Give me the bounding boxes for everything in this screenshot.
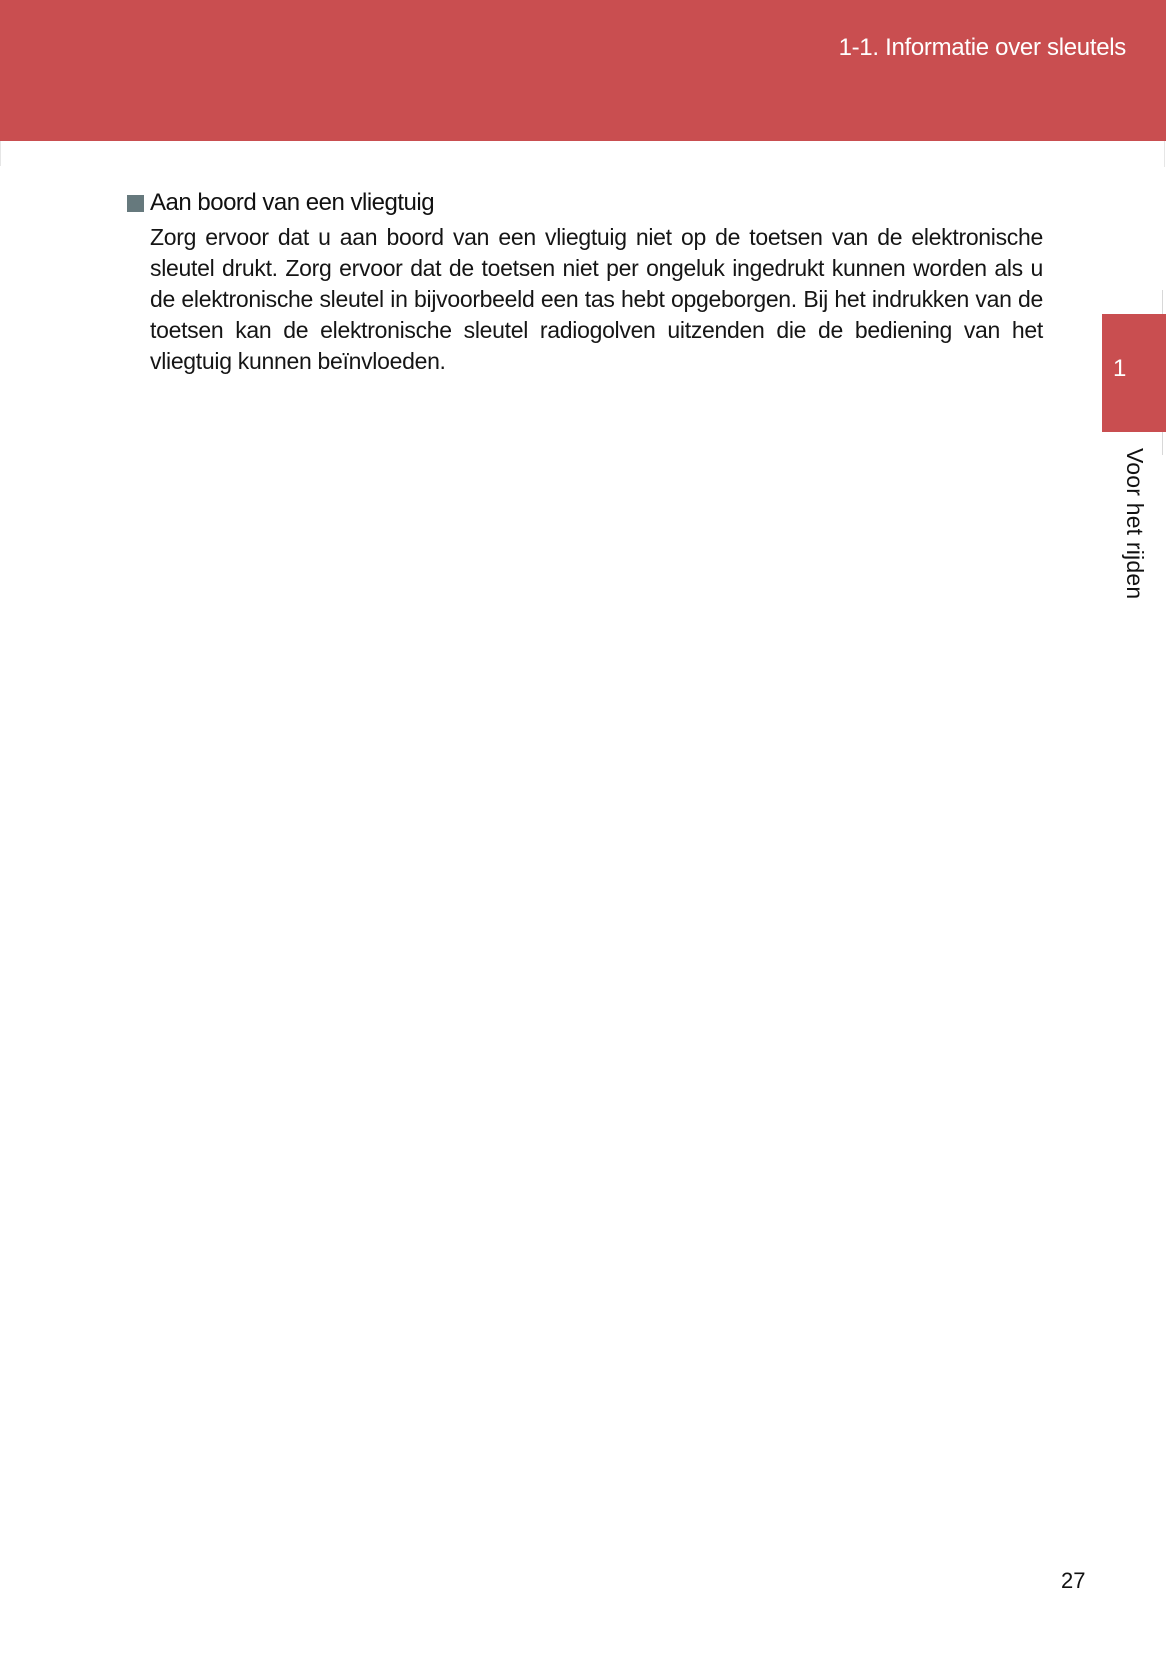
chapter-tab	[1102, 314, 1166, 432]
chapter-number: 1	[1113, 355, 1127, 382]
body-paragraph: Zorg ervoor dat u aan boord van een vliegtuig niet op de toetsen van de elektronische sleutel drukt. Zorg ervoor dat de toetsen niet per ongeluk ingedrukt kunnen worden als u de elektronische sleutel in bijvoorbeeld een tas hebt opgeborgen. Bij het indrukken van de toetsen kan de elektronische sleutel radiogolven uitzenden die de bediening van het vliegtuig kunnen beïnvloeden.	[150, 224, 1043, 374]
header-band	[0, 0, 1166, 141]
section-title: 1-1. Informatie over sleutels	[838, 34, 1126, 61]
chapter-label: Voor het rijden	[1122, 448, 1148, 600]
content-section	[127, 186, 1047, 377]
section-heading	[127, 186, 1047, 220]
divider	[0, 141, 1, 166]
divider	[1164, 141, 1165, 167]
heading-text: Aan boord van een vliegtuig	[150, 189, 435, 216]
square-bullet-icon	[127, 195, 144, 212]
page-number: 27	[1061, 1568, 1086, 1593]
